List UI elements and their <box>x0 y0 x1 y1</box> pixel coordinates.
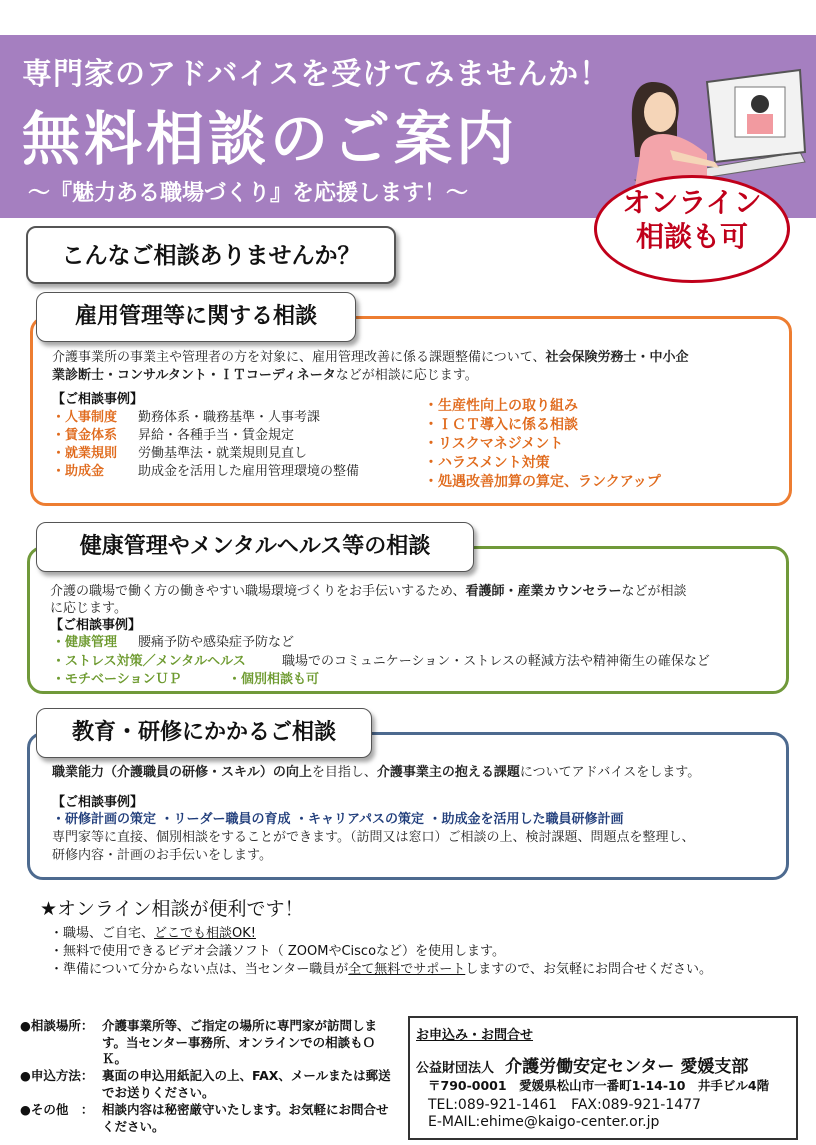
item-desc: 職場でのコミュニケーション・ストレスの軽減方法や精神衛生の確保など <box>282 654 710 669</box>
section3-intro-a: 職業能力（介護職員の研修・スキル）の向上 <box>52 765 312 780</box>
badge-line2: 相談も可 <box>635 220 748 253</box>
contact-heading: お申込み・お問合せ <box>416 1028 534 1043</box>
section3-body-line1: 専門家等に直接、個別相談をすることができます。（訪問又は窓口）ご相談の上、検討課題、問題点を整理し、 <box>52 830 695 845</box>
list-item <box>52 671 319 689</box>
item-label: ・人事制度 <box>52 410 118 425</box>
item-desc: 労働基準法・就業規則見直し <box>138 446 308 461</box>
contact-org-prefix: 公益財団法人 <box>416 1061 495 1076</box>
online-note-1 <box>50 922 256 941</box>
list-item <box>52 445 307 463</box>
section1-examples-label: 【ご相談事例】 <box>52 392 144 407</box>
health-section-title: 健康管理やメンタルヘルス等の相談 <box>79 534 431 559</box>
item-desc: 勤務体系・職務基準・人事考課 <box>138 410 321 425</box>
education-section-tab <box>36 708 372 758</box>
section3-examples-line: ・研修計画の策定 ・リーダー職員の育成 ・キャリアパスの策定 ・助成金を活用した職員研修計画 <box>52 812 624 827</box>
list-item: ・処遇改善加算の算定、ランクアップ <box>424 474 661 490</box>
section1-intro-line2 <box>52 367 478 385</box>
item-label: ・モチベーションＵＰ <box>52 672 182 687</box>
item-label: ・個別相談も可 <box>228 672 320 687</box>
header-subtitle: 専門家のアドバイスを受けてみませんか！ <box>22 57 611 92</box>
online-title: ★オンライン相談が便利です！ <box>40 898 304 920</box>
question-text: こんなご相談ありませんか？ <box>61 243 361 269</box>
question-box <box>26 226 396 284</box>
page-title: 無料相談のご案内 <box>22 105 519 173</box>
item-desc: 助成金を活用した雇用管理環境の整備 <box>138 464 360 479</box>
footer-method <box>20 1068 400 1101</box>
item-desc: 腰痛予防や感染症予防など <box>138 635 295 650</box>
online-note-3 <box>50 958 712 977</box>
online-note3-tail: しますので、お気軽にお問合せください。 <box>465 962 712 977</box>
section3-examples-label: 【ご相談事例】 <box>52 795 144 810</box>
contact-org-name: 介護労働安定センター 愛媛支部 <box>505 1057 749 1077</box>
list-item: ・リスクマネジメント <box>424 436 564 452</box>
section1-intro2-text: などが相談に応じます。 <box>335 368 478 383</box>
list-item: ・ＩＣＴ導入に係る相談 <box>424 417 578 433</box>
header-tagline: ～『魅力ある職場づくり』を応援します！～ <box>28 181 469 206</box>
contact-address: 〒790-0001 愛媛県松山市一番町1-14-10 井手ビル4階 <box>428 1078 770 1093</box>
section2-intro1-experts: 看護師・産業カウンセラー <box>465 584 622 599</box>
section3-intro-b: を目指し、 <box>311 765 377 780</box>
contact-box <box>408 1016 798 1140</box>
section3-intro-line <box>52 764 700 782</box>
item-label: ・賃金体系 <box>52 428 118 443</box>
footer-method-label: ●申込方法： <box>20 1068 94 1083</box>
online-note3-underlined: 全て無料でサポート <box>348 962 466 977</box>
online-consultation-illustration <box>615 62 810 187</box>
footer-other-text: 相談内容は秘密厳守いたします。お気軽にお問合せください。 <box>102 1102 389 1134</box>
contact-tel-fax[interactable]: TEL:089-921-1461 FAX:089-921-1477 <box>428 1097 701 1113</box>
health-section-tab <box>36 522 474 572</box>
contact-email[interactable]: E-MAIL:ehime@kaigo-center.or.jp <box>428 1114 660 1130</box>
list-item <box>52 463 359 481</box>
section2-intro-line1 <box>50 583 687 601</box>
section2-intro-line2: に応じます。 <box>50 601 127 616</box>
footer-place-text: 介護事業所等、ご指定の場所に専門家が訪問します。当センター事務所、オンラインでの相談もＯＫ。 <box>102 1018 378 1066</box>
list-item <box>52 634 294 652</box>
employment-section-tab <box>36 292 356 342</box>
badge-line1: オンライン <box>622 186 762 219</box>
list-item: ・ハラスメント対策 <box>424 455 550 471</box>
list-item <box>52 409 320 427</box>
contact-org <box>416 1052 748 1077</box>
section1-intro-line1 <box>52 349 689 367</box>
online-note3-text: ・準備について分からない点は、当センター職員が <box>50 962 349 977</box>
section2-intro1-tail: などが相談 <box>621 584 687 599</box>
list-item <box>52 427 294 445</box>
item-label: ・就業規則 <box>52 446 118 461</box>
footer-other-label: ●その他 ： <box>20 1102 94 1117</box>
section1-intro2-experts: 業診断士・コンサルタント・ＩＴコーディネータ <box>52 368 336 383</box>
section2-intro1-text: 介護の職場で働く方の働きやすい職場環境づくりをお手伝いするため、 <box>50 584 466 599</box>
online-note1-underlined: どこでも相談OK! <box>154 926 256 941</box>
list-item: ・生産性向上の取り組み <box>424 398 578 414</box>
section2-examples-label: 【ご相談事例】 <box>50 618 142 633</box>
online-consultation-badge <box>594 175 790 283</box>
footer-place-label: ●相談場所： <box>20 1018 94 1033</box>
section3-intro-c: 介護事業主の抱える課題 <box>376 765 520 780</box>
footer-other <box>20 1102 400 1135</box>
footer-method-text: 裏面の申込用紙記入の上、FAX、メールまたは郵送でお送りください。 <box>102 1068 391 1100</box>
footer-place <box>20 1018 400 1068</box>
online-note-2: ・無料で使用できるビデオ会議ソフト（ ZOOMやCiscoなど）を使用します。 <box>50 944 505 959</box>
section3-intro-d: についてアドバイスをします。 <box>519 765 701 780</box>
education-section-title: 教育・研修にかかるご相談 <box>71 720 336 745</box>
list-item <box>52 653 710 671</box>
section3-body-line2: 研修内容・計画のお手伝いをします。 <box>52 848 272 863</box>
section1-intro1-experts: 社会保険労務士・中小企 <box>545 350 689 365</box>
item-desc: 昇給・各種手当・賃金規定 <box>138 428 295 443</box>
item-label: ・健康管理 <box>52 635 118 650</box>
employment-section-title: 雇用管理等に関する相談 <box>74 304 317 329</box>
section1-intro1-text: 介護事業所の事業主や管理者の方を対象に、雇用管理改善に係る課題整備について、 <box>52 350 546 365</box>
item-label: ・ストレス対策／メンタルヘルス <box>52 654 246 669</box>
item-label: ・助成金 <box>52 464 105 479</box>
online-note1-text: ・職場、ご自宅、 <box>50 926 155 941</box>
